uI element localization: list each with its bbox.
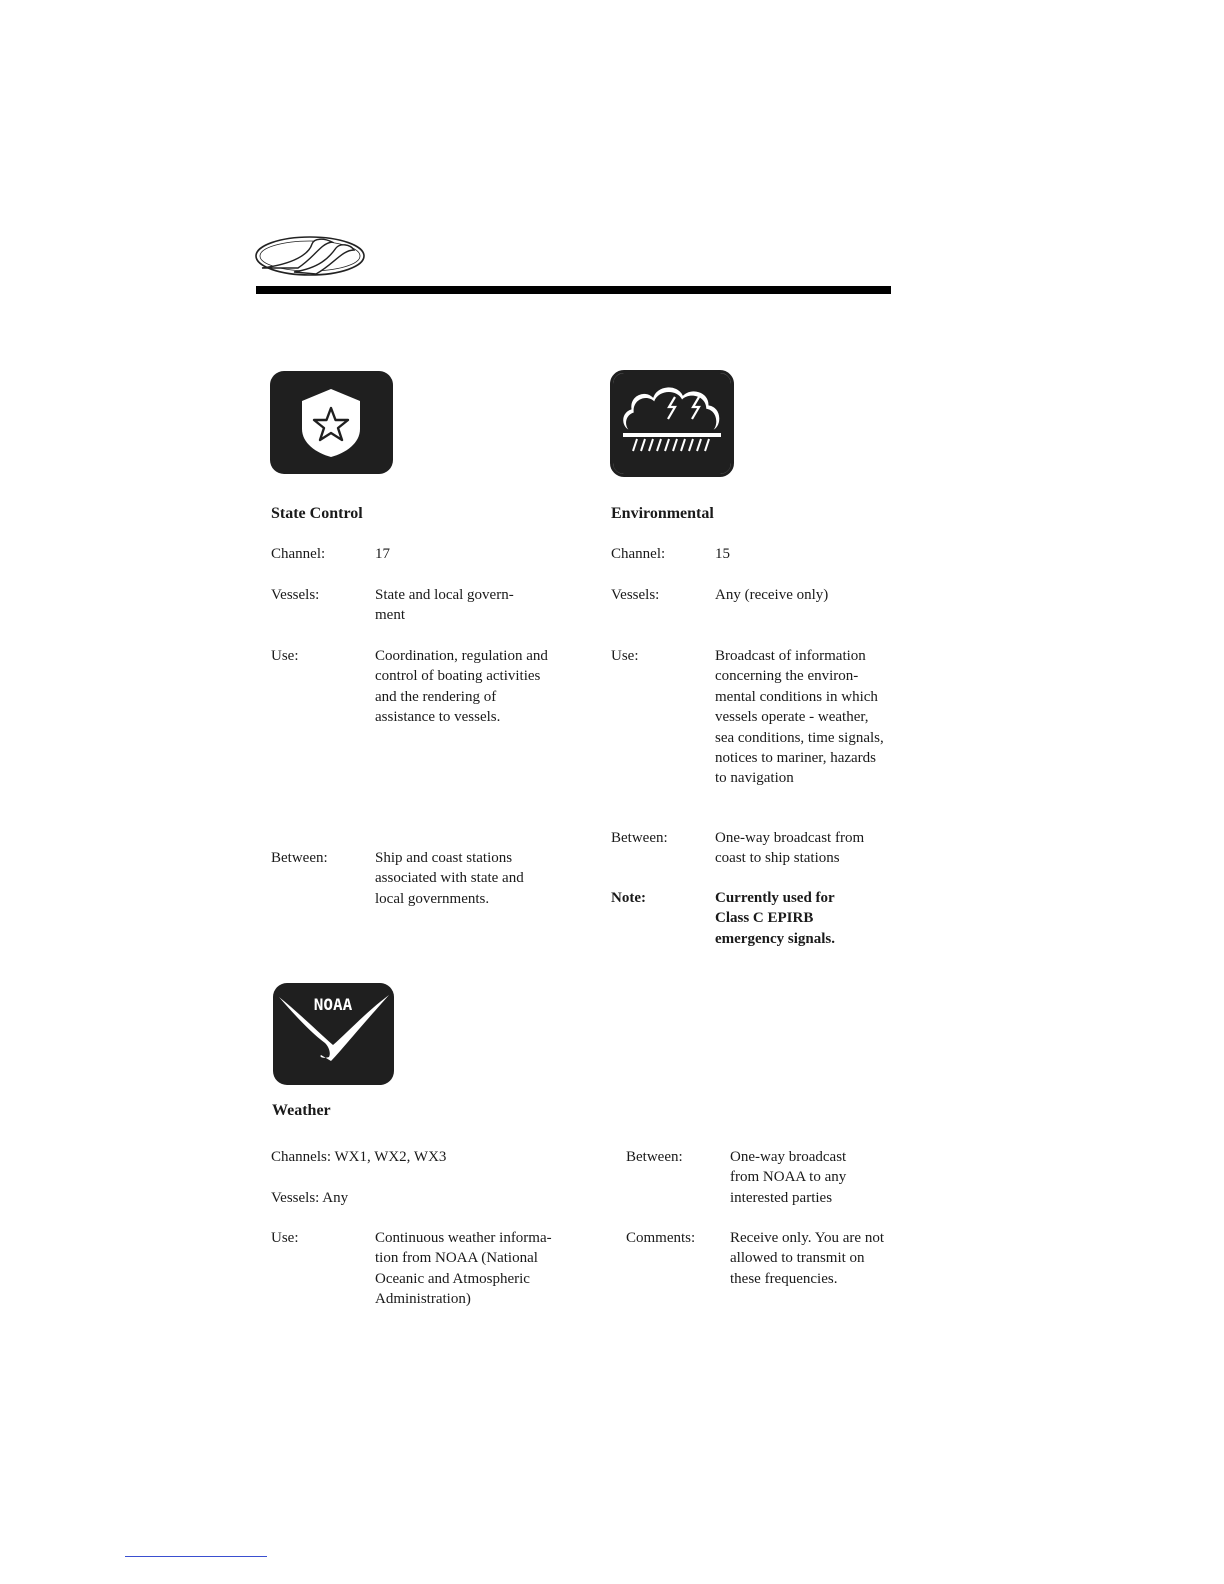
- state-control-title: State Control: [271, 505, 363, 522]
- environmental-channel-value: 15: [715, 546, 730, 562]
- state-control-between-value: Ship and coast stations associated with state and local governments.: [375, 850, 524, 907]
- weather-comments-value: Receive only. You are not allowed to transmit on these frequencies.: [730, 1230, 884, 1287]
- state-control-use-value: Coordination, regulation and control of boating activities and the rendering of assistance to vessels.: [375, 648, 548, 726]
- weather-comments-label: Comments:: [626, 1230, 696, 1246]
- environmental-vessels-value: Any (receive only): [715, 587, 829, 603]
- environmental-between-label: Between:: [611, 830, 668, 846]
- brand-logo: [254, 234, 366, 278]
- weather-vessels-line: Vessels: Any: [271, 1190, 349, 1206]
- weather-use-value: Continuous weather informa- tion from NOAA (National Oceanic and Atmospheric Administration): [375, 1230, 552, 1308]
- shield-star-icon: [270, 371, 393, 474]
- environmental-between-value: One-way broadcast from coast to ship stations: [715, 830, 865, 867]
- weather-between-label: Between:: [626, 1149, 683, 1165]
- environmental-use-value: Broadcast of information concerning the environ- mental conditions in which vessels operate - weather, sea conditions, time signals, notices to mariner, hazards to navigation: [715, 648, 884, 787]
- state-control-channel-value: 17: [375, 546, 390, 562]
- weather-between-value: One-way broadcast from NOAA to any interested parties: [730, 1149, 847, 1206]
- environmental-note-value: Currently used for Class C EPIRB emergency signals.: [715, 890, 835, 947]
- weather-channels-line: Channels: WX1, WX2, WX3: [271, 1149, 447, 1165]
- state-control-channel-label: Channel:: [271, 546, 326, 562]
- environmental-channel-label: Channel:: [611, 546, 666, 562]
- state-control-vessels-value: State and local govern- ment: [375, 587, 514, 624]
- storm-cloud-icon: [610, 370, 734, 477]
- page-footer-link-line: [125, 1556, 267, 1557]
- environmental-use-label: Use:: [611, 648, 639, 664]
- state-control-vessels-label: Vessels:: [271, 587, 320, 603]
- header-rule: [256, 286, 891, 294]
- state-control-between-label: Between:: [271, 850, 328, 866]
- environmental-title: Environmental: [611, 505, 714, 522]
- noaa-bird-icon: [273, 983, 394, 1085]
- weather-title: Weather: [272, 1102, 331, 1119]
- environmental-note-label: Note:: [611, 890, 646, 906]
- weather-use-label: Use:: [271, 1230, 299, 1246]
- state-control-use-label: Use:: [271, 648, 299, 664]
- environmental-vessels-label: Vessels:: [611, 587, 660, 603]
- noaa-icon-text: NOAA: [313, 995, 353, 1014]
